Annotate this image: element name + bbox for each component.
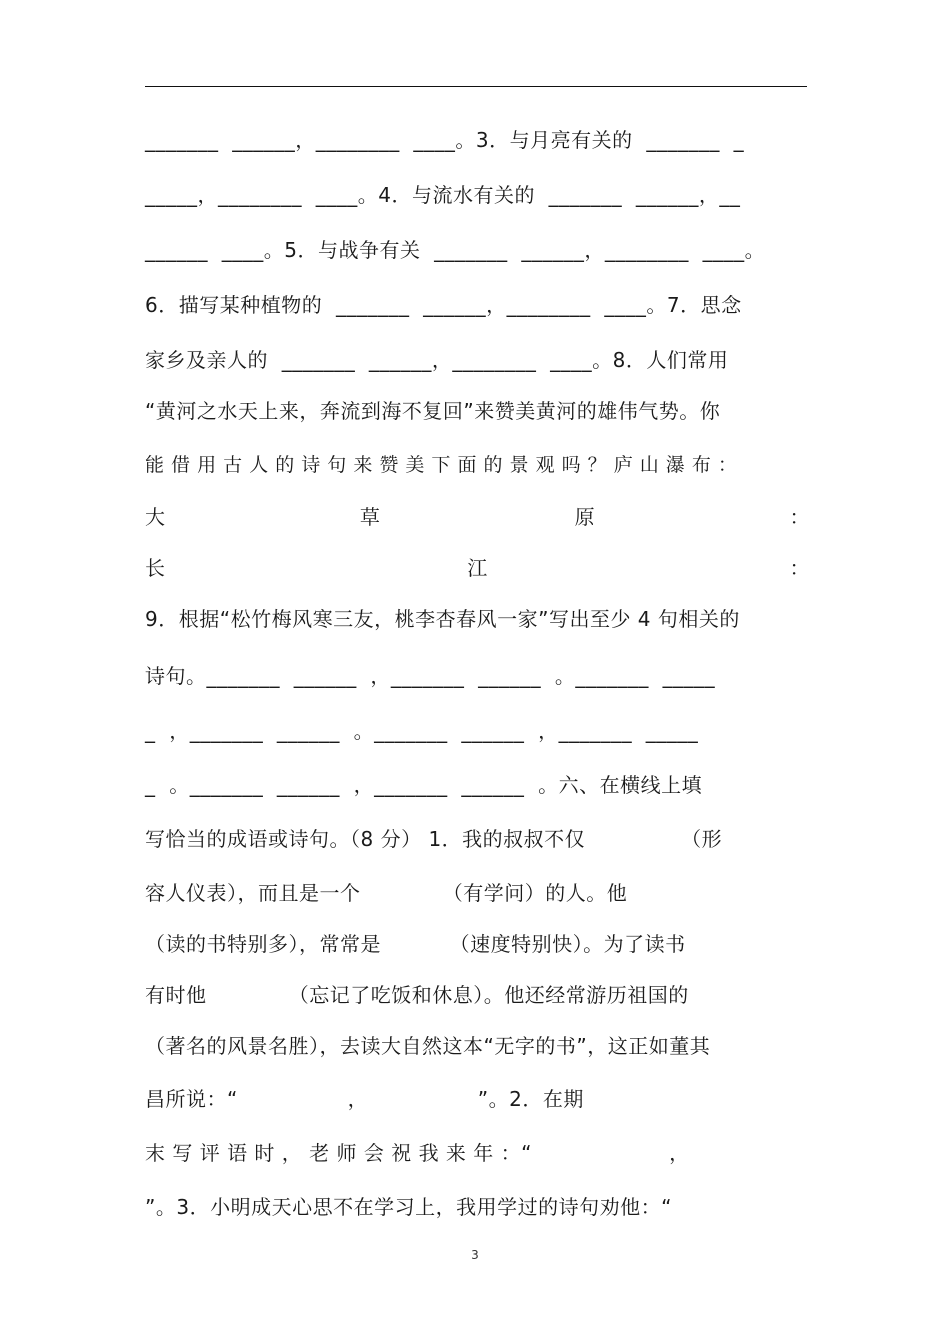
text-line-5: 家乡及亲人的 _______ ______，________ ____。8．人们常用 (145, 348, 729, 372)
river-colon: ： (789, 556, 810, 580)
text-line-4: 6．描写某种植物的 _______ ______，________ ____。7．思念 (145, 293, 742, 317)
river-char-2: 江 (467, 556, 488, 580)
text-line-10: 诗句。_______ ______ ，_______ ______ 。_______ _____ (145, 664, 716, 688)
text-line-9: 9．根据“松竹梅风寒三友，桃李杏春风一家”写出至少 4 句相关的 (145, 607, 740, 631)
page-number: 3 (471, 1248, 479, 1262)
text-line-2: _____，________ ____。4．与流水有关的 _______ ______，__ (145, 183, 741, 207)
text-line-3: ______ ____。5．与战争有关 _______ ______，________ ____。 (145, 238, 766, 262)
text-line-12: _ 。_______ ______ ，_______ ______ 。六、在横线上填 (145, 773, 703, 797)
text-line-6: “黄河之水天上来，奔流到海不复回”来赞美黄河的雄伟气势。你 (145, 399, 721, 423)
text-line-19: 末 写 评 语 时 ， 老 师 会 祝 我 来 年 ：“ ， (145, 1141, 690, 1165)
river-char-1: 长 (145, 556, 166, 580)
text-line-20: ”。3．小明成天心思不在学习上，我用学过的诗句劝他：“ (145, 1195, 672, 1219)
top-rule (145, 86, 807, 87)
text-line-17: （著名的风景名胜），去读大自然这本“无字的书”，这正如董其 (145, 1034, 711, 1058)
river-line (145, 548, 810, 588)
grassland-line (145, 497, 810, 537)
grassland-char-1: 大 (145, 505, 166, 529)
text-line-1: _______ ______，________ ____。3．与月亮有关的 _______ _ (145, 128, 745, 152)
text-line-18: 昌所说：“ ， ”。2．在期 (145, 1087, 584, 1111)
text-line-15: （读的书特别多），常常是 （速度特别快）。为了读书 (145, 932, 686, 956)
grassland-char-2: 草 (359, 505, 381, 529)
grassland-char-3: 原 (574, 505, 596, 529)
text-line-16: 有时他 （忘记了吃饭和休息）。他还经常游历祖国的 (145, 983, 689, 1007)
grassland-colon: ： (789, 505, 810, 529)
text-line-14: 容人仪表），而且是一个 （有学问）的人。他 (145, 881, 628, 905)
text-line-11: _ ，_______ ______ 。_______ ______ ，_______ _____ (145, 719, 699, 743)
text-line-13: 写恰当的成语或诗句。（8 分） 1．我的叔叔不仅 （形 (145, 827, 723, 851)
text-line-7: 能 借 用 古 人 的 诗 句 来 赞 美 下 面 的 景 观 吗 ？ 庐 山 瀑 布 ： (145, 454, 738, 476)
